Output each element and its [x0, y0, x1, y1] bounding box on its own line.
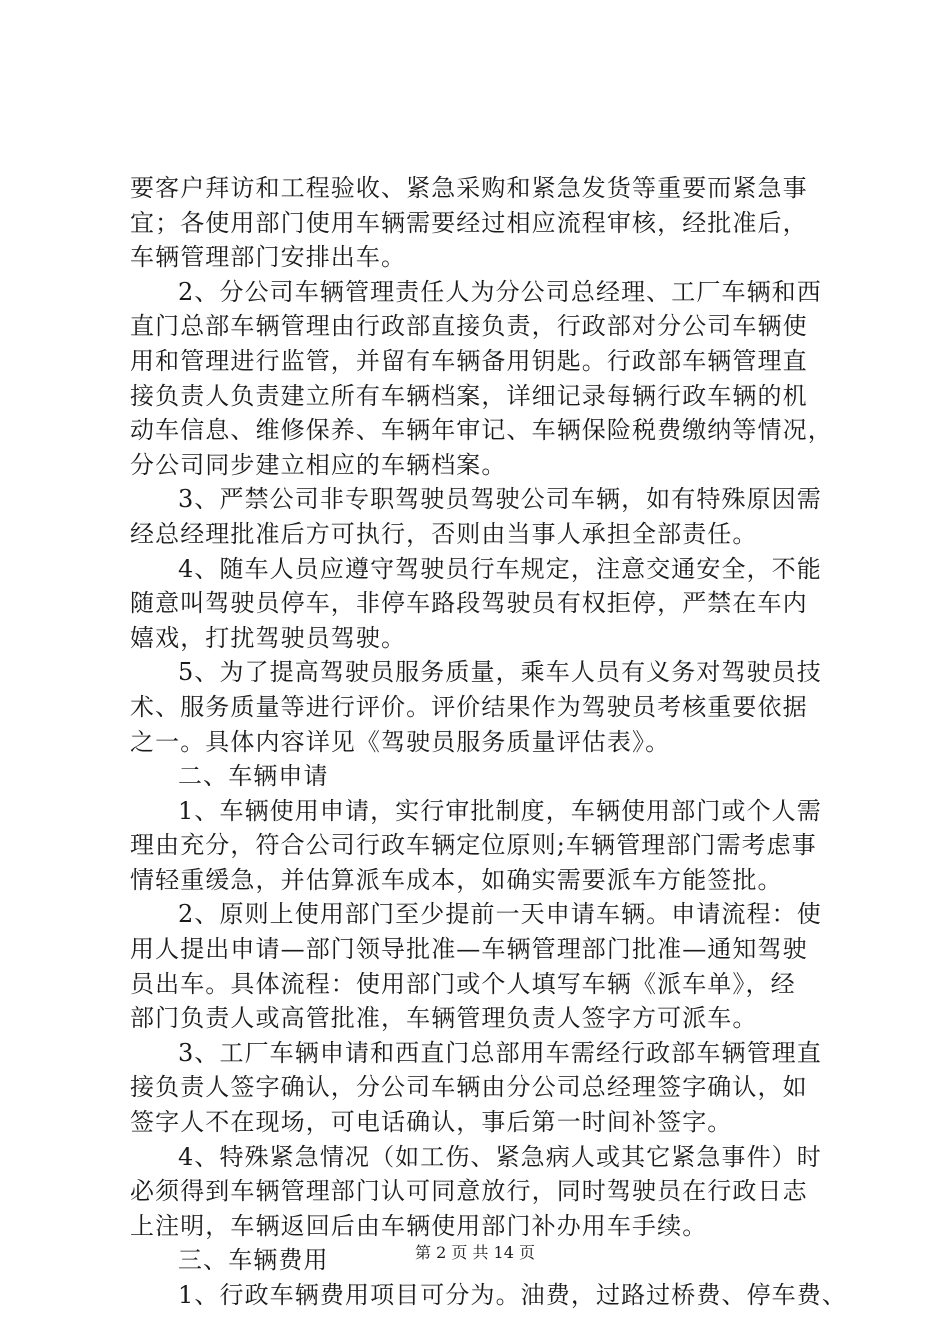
text-line: 宜；各使用部门使用车辆需要经过相应流程审核，经批准后， [130, 208, 808, 237]
text-line: 4、特殊紧急情况（如工伤、紧急病人或其它紧急事件）时 [178, 1142, 822, 1171]
text-line: 3、严禁公司非专职驾驶员驾驶公司车辆，如有特殊原因需 [178, 485, 822, 514]
document-body [130, 171, 850, 1313]
text-line: 理由充分，符合公司行政车辆定位原则;车辆管理部门需考虑事 [130, 831, 817, 860]
text-line: 接负责人负责建立所有车辆档案，详细记录每辆行政车辆的机 [130, 381, 808, 410]
text-line: 3、工厂车辆申请和西直门总部用车需经行政部车辆管理直 [178, 1038, 822, 1067]
page-footer: 第 2 页 共 14 页 [415, 1243, 535, 1262]
text-line: 2、分公司车辆管理责任人为分公司总经理、工厂车辆和西 [178, 277, 822, 306]
text-line: 术、服务质量等进行评价。评价结果作为驾驶员考核重要依据 [130, 692, 808, 721]
text-line: 接负责人签字确认，分公司车辆由分公司总经理签字确认，如 [130, 1073, 808, 1102]
text-line: 嬉戏，打扰驾驶员驾驶。 [130, 623, 407, 652]
text-line: 随意叫驾驶员停车，非停车路段驾驶员有权拒停，严禁在车内 [130, 589, 808, 618]
text-line: 员出车。具体流程：使用部门或个人填写车辆《派车单》，经 [130, 969, 796, 998]
text-line: 4、随车人员应遵守驾驶员行车规定，注意交通安全，不能 [178, 554, 822, 583]
text-line: 三、车辆费用 [178, 1246, 329, 1275]
text-line: 部门负责人或高管批准，车辆管理负责人签字方可派车。 [130, 1004, 758, 1033]
text-line: 直门总部车辆管理由行政部直接负责，行政部对分公司车辆使 [130, 312, 808, 341]
text-line: 签字人不在现场，可电话确认，事后第一时间补签字。 [130, 1108, 733, 1137]
text-line: 用人提出申请—部门领导批准—车辆管理部门批准—通知驾驶 [130, 935, 808, 964]
text-line: 之一。具体内容详见《驾驶员服务质量评估表》。 [130, 727, 671, 756]
text-line: 2、原则上使用部门至少提前一天申请车辆。申请流程：使 [178, 900, 822, 929]
text-line: 动车信息、维修保养、车辆年审记、车辆保险税费缴纳等情况， [130, 416, 833, 445]
text-line: 情轻重缓急，并估算派车成本，如确实需要派车方能签批。 [130, 865, 783, 894]
text-line: 用和管理进行监管，并留有车辆备用钥匙。行政部车辆管理直 [130, 346, 808, 375]
text-line: 车辆管理部门安排出车。 [130, 243, 407, 272]
text-line: 5、为了提高驾驶员服务质量，乘车人员有义务对驾驶员技 [178, 658, 822, 687]
text-line: 1、行政车辆费用项目可分为。油费，过路过桥费、停车费、 [178, 1281, 847, 1309]
text-line: 必须得到车辆管理部门认可同意放行，同时驾驶员在行政日志 [130, 1177, 808, 1206]
text-line: 上注明，车辆返回后由车辆使用部门补办用车手续。 [130, 1211, 708, 1240]
text-line: 经总经理批准后方可执行，否则由当事人承担全部责任。 [130, 519, 758, 548]
text-line: 二、车辆申请 [178, 762, 329, 791]
text-line: 分公司同步建立相应的车辆档案。 [130, 450, 507, 479]
text-line: 要客户拜访和工程验收、紧急采购和紧急发货等重要而紧急事 [130, 174, 808, 202]
text-line: 1、车辆使用申请，实行审批制度，车辆使用部门或个人需 [178, 796, 822, 825]
